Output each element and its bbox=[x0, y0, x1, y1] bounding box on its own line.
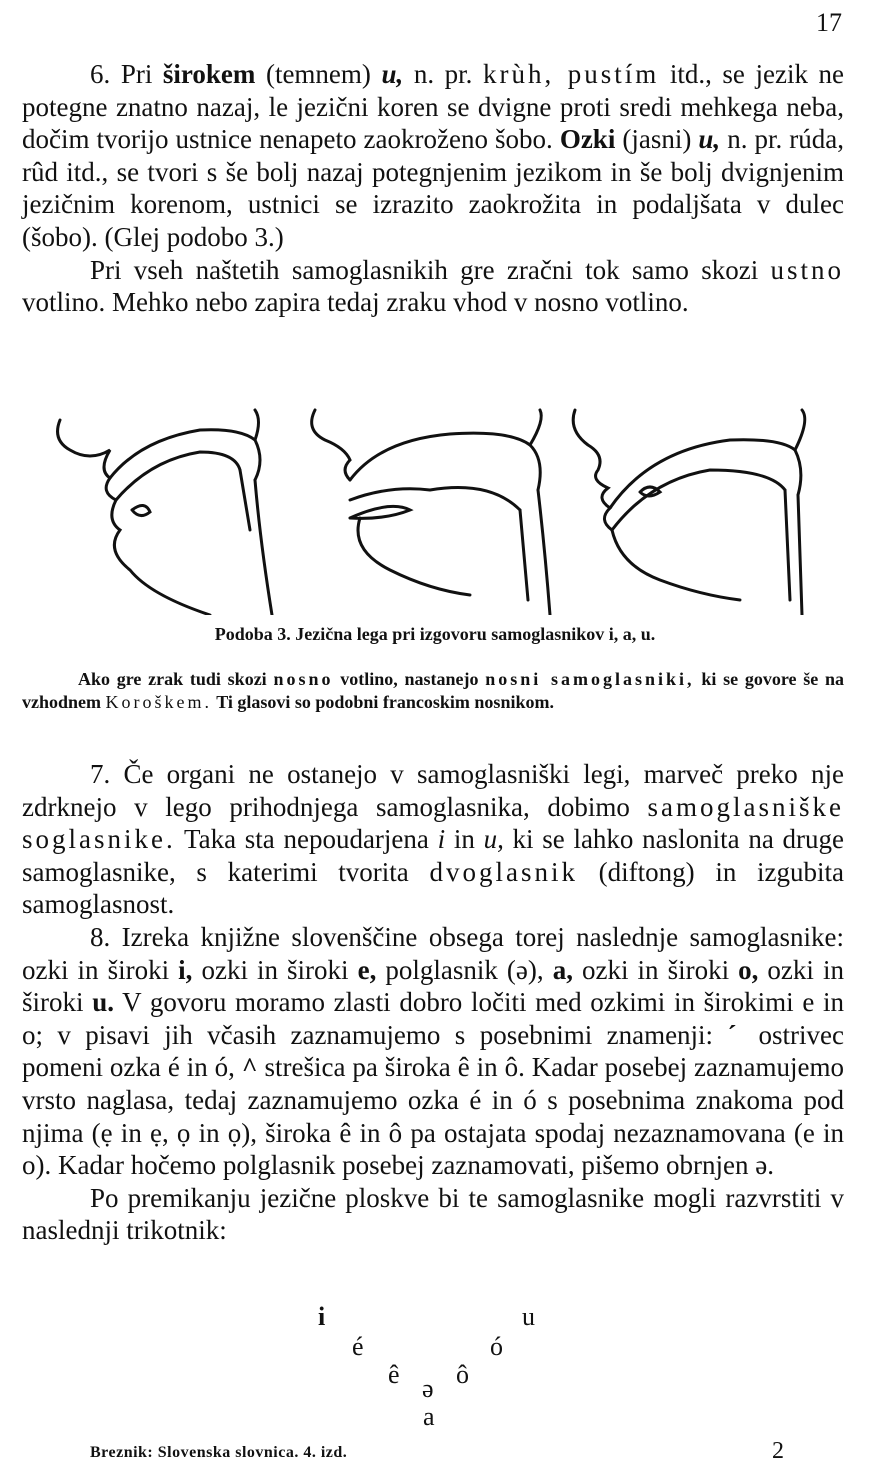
vowel-o-circ: ô bbox=[456, 1360, 469, 1389]
text-run: n. pr. bbox=[403, 59, 483, 89]
term-italic: u, bbox=[698, 124, 721, 155]
text-run: ozki in široki bbox=[572, 954, 739, 985]
vowel-e-circ: ê bbox=[388, 1360, 400, 1389]
term-italic: u, bbox=[381, 59, 404, 89]
small-paragraph bbox=[22, 668, 844, 714]
main-text-top bbox=[22, 58, 844, 319]
term-bold: Ozki bbox=[559, 124, 616, 155]
footer-citation: Breznik: Slovenska slovnica. 4. izd. bbox=[90, 1444, 348, 1461]
term-spaced: Koroškem. bbox=[105, 692, 213, 712]
text-run: n. pr. rúda, rûd itd., se tvori s še bolj nazaj potegnjenim jezikom in še bolj dvignjenim jezičnim korenom, ustnici se izrazito zaokrožita in podaljšata v dulec (šobo). (Glej podobo 3.) bbox=[22, 124, 844, 252]
acute-mark-icon: ˊ bbox=[727, 1019, 745, 1050]
text-run: ki se lahko naslonita na druge samoglasnike, s katerimi tvorita bbox=[22, 824, 844, 887]
text-run: (diftong) in izgubita samoglasnost. bbox=[22, 856, 844, 920]
text-run: polglasnik (ə), bbox=[376, 954, 553, 985]
example-spaced: krùh, pustím bbox=[482, 59, 660, 89]
paragraph-8 bbox=[22, 921, 844, 1182]
text-run: itd., se jezik ne potegne znatno nazaj, le jezični koren se dvigne proti sredi mehkega neba, dočim tvorijo ustnice nenapeto zaokroženo šobo. bbox=[22, 59, 844, 155]
term-spaced: nosni samoglasniki, bbox=[485, 669, 695, 689]
paragraph-oral bbox=[22, 254, 844, 319]
main-text-bottom bbox=[22, 758, 844, 1247]
term-spaced: samoglasniške soglasnike. bbox=[22, 791, 844, 855]
term-spaced: dvoglasnik bbox=[429, 856, 578, 887]
vowel-bold: e, bbox=[357, 954, 377, 985]
page-number: 17 bbox=[816, 8, 842, 37]
profile-i bbox=[58, 410, 272, 615]
text-run: Pri vseh naštetih samoglasnikih gre zračni tok samo skozi bbox=[90, 254, 771, 285]
vowel-bold: o, bbox=[738, 954, 759, 985]
vowel-e-acute: é bbox=[352, 1332, 364, 1361]
text-run: V govoru moramo zlasti dobro ločiti med ozkimi in širokimi e in o; v pisavi jih včasih zaznamujemo s posebnimi znamenji: bbox=[22, 987, 844, 1050]
vowel-o-acute: ó bbox=[490, 1332, 503, 1361]
text-run: votlino. Mehko nebo zapira tedaj zraku vhod v nosno votlino. bbox=[22, 287, 689, 318]
text-run: ozki in široki bbox=[22, 954, 844, 1018]
term-italic: u, bbox=[483, 824, 504, 855]
term-bold: širokem bbox=[162, 59, 256, 89]
vowel-bold: u. bbox=[92, 987, 114, 1018]
term-spaced: ustno bbox=[770, 254, 844, 285]
paragraph-7 bbox=[22, 758, 844, 921]
text-run: 8. Izreka knjižne slovenščine obsega torej naslednje samoglasnike: ozki in široki bbox=[22, 921, 844, 985]
text-run: 7. Če organi ne ostanejo v samoglasniški legi, marveč preko nje zdrknejo v lego prihodnjega samoglasnika, dobimo bbox=[22, 759, 844, 822]
profile-u bbox=[573, 410, 805, 615]
text-run: (jasni) bbox=[615, 124, 699, 155]
text-run: 6. Pri bbox=[90, 59, 163, 89]
vocal-tract-figure bbox=[50, 400, 840, 615]
vowel-a: a bbox=[423, 1402, 435, 1431]
text-run: (temnem) bbox=[255, 59, 382, 89]
term-spaced: nosno bbox=[273, 669, 334, 689]
text-run: Ako gre zrak tudi skozi bbox=[78, 669, 274, 689]
text-run: in bbox=[445, 824, 484, 855]
text-run: ostrivec pomeni ozka é in ó, bbox=[22, 1019, 844, 1083]
profile-a bbox=[312, 410, 550, 615]
term-italic: i bbox=[437, 824, 446, 855]
vowel-bold: a, bbox=[552, 954, 573, 985]
figure-caption: Podoba 3. Jezična lega pri izgovoru samoglasnikov i, a, u. bbox=[214, 624, 656, 644]
vowel-u: u bbox=[522, 1302, 535, 1331]
circumflex-mark-icon: ^ bbox=[241, 1052, 258, 1083]
vowel-i: i bbox=[318, 1302, 326, 1331]
vowel-schwa: ə bbox=[422, 1374, 434, 1403]
text-run: strešica pa široka ê in ô. Kadar posebej zaznamujemo vrsto naglasa, tedaj zaznamujemo ozka é in ó s posebnima znakoma pod njima (ẹ in ẹ, ọ in ọ), široka ê in ô pa ostajata spodaj nezaznamovana (e in o). Kadar hočemo polglasnik posebej zaznamovati, pišemo obrnjen ə. bbox=[22, 1052, 844, 1181]
paragraph-triangle-intro: Po premikanju jezične ploskve bi te samoglasnike mogli razvrstiti v naslednji trikotnik: bbox=[22, 1182, 844, 1246]
paragraph-6 bbox=[22, 58, 844, 254]
text-run: ozki in široki bbox=[192, 954, 358, 985]
text-run: Ti glasovi so podobni francoskim nosnikom. bbox=[212, 692, 554, 712]
signature-mark: 2 bbox=[772, 1438, 784, 1464]
text-run: ki se govore še na vzhodnem bbox=[22, 669, 844, 712]
vowel-bold: i, bbox=[178, 954, 193, 985]
text-run: votlino, nastanejo bbox=[333, 669, 486, 689]
text-run: Taka sta nepoudarjena bbox=[175, 824, 438, 855]
